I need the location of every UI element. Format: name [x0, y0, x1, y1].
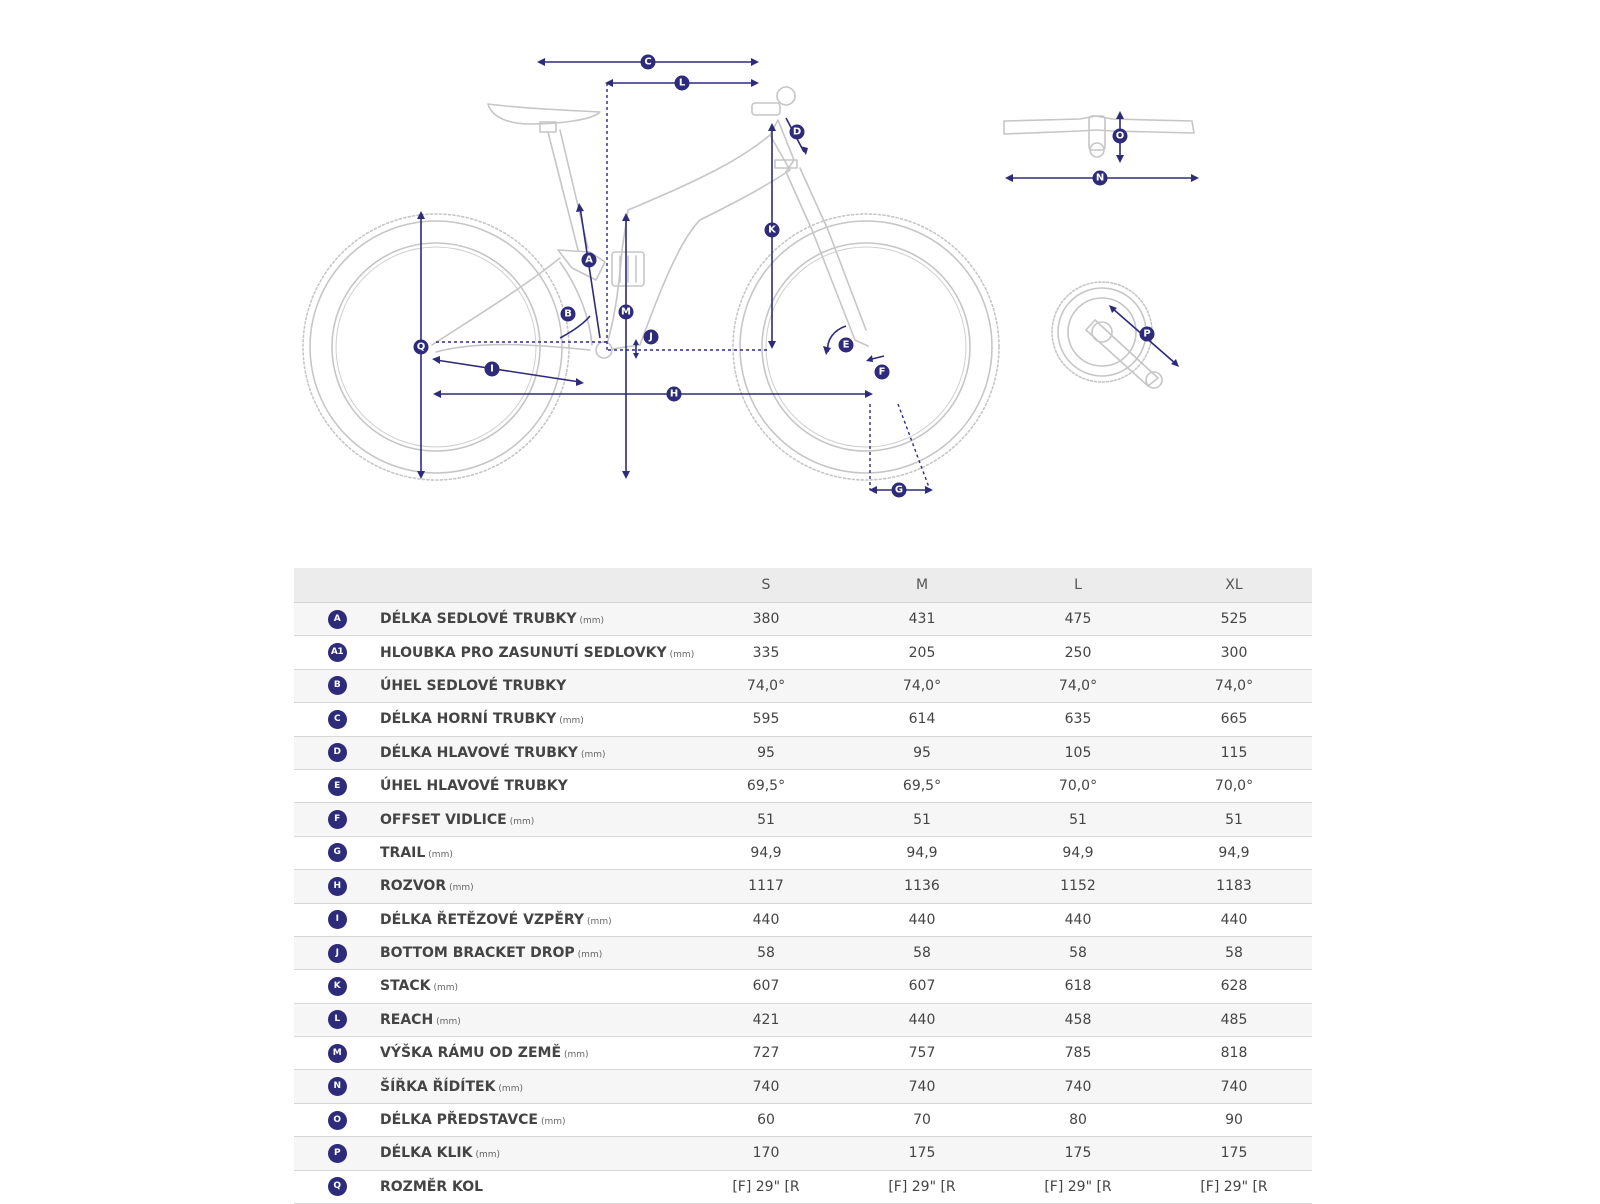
dimension-unit: (mm): [579, 616, 605, 627]
value-cell-l: 785: [1000, 1037, 1156, 1070]
row-label-cell: [380, 769, 688, 802]
value-cell-l: 70,0°: [1000, 769, 1156, 802]
value-cell-xl: 818: [1156, 1037, 1312, 1070]
row-letter-cell: [294, 870, 380, 903]
value-cell-xl: 94,9: [1156, 836, 1312, 869]
value-cell-s: 421: [688, 1003, 844, 1036]
dimension-badge: H: [328, 877, 347, 896]
row-letter-cell: [294, 669, 380, 702]
dimension-unit: (mm): [428, 849, 453, 860]
row-label-cell: [380, 903, 688, 936]
table-row: [294, 1003, 1312, 1036]
value-cell-l: 740: [1000, 1070, 1156, 1103]
marker-f: [875, 365, 890, 380]
marker-m: [619, 305, 634, 320]
row-label-cell: [380, 669, 688, 702]
dimension-label: DÉLKA KLIK: [380, 1145, 473, 1162]
table-body: [294, 603, 1312, 1204]
value-cell-s: [F] 29" [R: [688, 1170, 844, 1203]
dimension-badge: O: [328, 1111, 347, 1130]
row-label-cell: [380, 1037, 688, 1070]
dimension-label: TRAIL: [380, 844, 426, 861]
dimension-label: DÉLKA SEDLOVÉ TRUBKY: [380, 611, 577, 628]
row-letter-cell: [294, 1003, 380, 1036]
dimension-label: ROZVOR: [380, 878, 447, 895]
svg-text:L: L: [678, 77, 686, 89]
dimension-unit: (mm): [436, 1016, 461, 1027]
table-row: [294, 1170, 1312, 1203]
svg-text:G: G: [894, 484, 904, 496]
dimension-badge: E: [328, 777, 347, 796]
value-cell-l: 94,9: [1000, 836, 1156, 869]
dimension-badge: N: [328, 1077, 347, 1096]
table-row: [294, 903, 1312, 936]
value-cell-s: 94,9: [688, 836, 844, 869]
marker-j: [644, 330, 659, 345]
dimension-badge: G: [328, 843, 347, 862]
value-cell-s: 335: [688, 636, 844, 669]
svg-text:B: B: [564, 308, 572, 320]
marker-d: [790, 125, 805, 140]
value-cell-xl: 90: [1156, 1103, 1312, 1136]
row-letter-cell: [294, 803, 380, 836]
value-cell-s: 58: [688, 936, 844, 969]
value-cell-xl: 440: [1156, 903, 1312, 936]
marker-k: [765, 223, 780, 238]
value-cell-l: 250: [1000, 636, 1156, 669]
value-cell-xl: 175: [1156, 1137, 1312, 1170]
row-label-cell: [380, 603, 688, 636]
row-letter-cell: [294, 936, 380, 969]
dimension-badge: J: [328, 944, 347, 963]
value-cell-m: 70: [844, 1103, 1000, 1136]
svg-text:I: I: [490, 363, 494, 375]
table-row: [294, 1103, 1312, 1136]
dimension-unit: (mm): [509, 816, 535, 827]
header-label: [380, 568, 688, 603]
row-letter-cell: [294, 603, 380, 636]
value-cell-l: 175: [1000, 1137, 1156, 1170]
header-size-xl: XL: [1156, 568, 1312, 603]
value-cell-s: 51: [688, 803, 844, 836]
dimension-badge: Q: [328, 1177, 347, 1196]
table-row: [294, 870, 1312, 903]
value-cell-m: 94,9: [844, 836, 1000, 869]
value-cell-xl: 74,0°: [1156, 669, 1312, 702]
marker-g: [892, 483, 907, 498]
value-cell-l: 458: [1000, 1003, 1156, 1036]
rear-wheel: [303, 214, 569, 480]
value-cell-xl: 70,0°: [1156, 769, 1312, 802]
table-row: [294, 1070, 1312, 1103]
dimension-badge: I: [328, 910, 347, 929]
svg-text:Q: Q: [416, 341, 426, 353]
marker-a: [582, 253, 597, 268]
row-letter-cell: [294, 636, 380, 669]
dimension-label: OFFSET VIDLICE: [380, 811, 507, 828]
table-row: [294, 636, 1312, 669]
value-cell-s: 60: [688, 1103, 844, 1136]
row-letter-cell: [294, 769, 380, 802]
bike-illustration: [303, 87, 1194, 480]
dimension-badge: P: [328, 1144, 347, 1163]
value-cell-xl: 665: [1156, 703, 1312, 736]
value-cell-s: 170: [688, 1137, 844, 1170]
dimension-unit: (mm): [580, 749, 606, 760]
row-letter-cell: [294, 903, 380, 936]
dimension-unit: (mm): [559, 716, 584, 727]
svg-text:H: H: [669, 388, 679, 400]
svg-text:N: N: [1095, 172, 1105, 184]
dimension-label: ÚHEL SEDLOVÉ TRUBKY: [380, 677, 567, 694]
dimension-label: DÉLKA ŘETĚZOVÉ VZPĚRY: [380, 911, 585, 928]
row-letter-cell: [294, 1070, 380, 1103]
value-cell-m: 740: [844, 1070, 1000, 1103]
marker-p: [1140, 327, 1155, 342]
value-cell-m: 607: [844, 970, 1000, 1003]
dimension-label: BOTTOM BRACKET DROP: [380, 945, 575, 962]
value-cell-xl: 58: [1156, 936, 1312, 969]
dimension-badge: B: [328, 676, 347, 695]
dimension-label: STACK: [380, 978, 431, 995]
value-cell-xl: 300: [1156, 636, 1312, 669]
value-cell-l: 80: [1000, 1103, 1156, 1136]
geometry-table: [294, 568, 1312, 1204]
dimension-label: DÉLKA HORNÍ TRUBKY: [380, 711, 557, 728]
value-cell-s: 69,5°: [688, 769, 844, 802]
value-cell-xl: 525: [1156, 603, 1312, 636]
value-cell-l: 105: [1000, 736, 1156, 769]
value-cell-xl: 1183: [1156, 870, 1312, 903]
row-label-cell: [380, 636, 695, 669]
value-cell-m: 69,5°: [844, 769, 1000, 802]
table-row: [294, 970, 1312, 1003]
marker-l: [675, 76, 690, 91]
dimension-unit: (mm): [433, 983, 459, 994]
value-cell-l: 635: [1000, 703, 1156, 736]
row-label-cell: [380, 1137, 688, 1170]
value-cell-xl: 485: [1156, 1003, 1312, 1036]
row-letter-cell: [294, 736, 380, 769]
row-label-cell: [380, 870, 688, 903]
table-row: [294, 836, 1312, 869]
value-cell-m: 431: [844, 603, 1000, 636]
marker-n: [1093, 171, 1108, 186]
value-cell-s: 74,0°: [688, 669, 844, 702]
dimension-badge: M: [328, 1044, 347, 1063]
value-cell-l: [F] 29" [R: [1000, 1170, 1156, 1203]
dimension-unit: (mm): [541, 1117, 566, 1128]
value-cell-l: 51: [1000, 803, 1156, 836]
dimension-unit: (mm): [577, 950, 603, 961]
svg-text:D: D: [792, 126, 802, 138]
header-size-s: S: [688, 568, 844, 603]
svg-text:P: P: [1143, 328, 1151, 340]
value-cell-s: 607: [688, 970, 844, 1003]
marker-o: [1113, 129, 1128, 144]
dimension-unit: (mm): [564, 1050, 589, 1061]
dimension-badge: C: [328, 710, 347, 729]
value-cell-l: 58: [1000, 936, 1156, 969]
value-cell-m: 440: [844, 1003, 1000, 1036]
value-cell-m: 440: [844, 903, 1000, 936]
table-header-row: [294, 568, 1312, 603]
row-label-cell: [380, 970, 688, 1003]
dimension-label: DÉLKA HLAVOVÉ TRUBKY: [380, 744, 578, 761]
value-cell-xl: [F] 29" [R: [1156, 1170, 1312, 1203]
dimension-badge: A: [328, 610, 347, 629]
value-cell-xl: 51: [1156, 803, 1312, 836]
marker-i: [485, 362, 500, 377]
dimension-unit: (mm): [587, 916, 612, 927]
row-label-cell: [380, 836, 688, 869]
row-letter-cell: [294, 836, 380, 869]
header-size-m: M: [844, 568, 1000, 603]
dimension-badge: F: [328, 810, 347, 829]
marker-e: [839, 338, 854, 353]
row-label-cell: [380, 1070, 688, 1103]
value-cell-m: 58: [844, 936, 1000, 969]
dimension-unit: (mm): [669, 649, 695, 660]
table-row: [294, 1037, 1312, 1070]
marker-c: [641, 55, 656, 70]
row-label-cell: [380, 1003, 688, 1036]
value-cell-s: 440: [688, 903, 844, 936]
table-row: [294, 736, 1312, 769]
value-cell-m: [F] 29" [R: [844, 1170, 1000, 1203]
svg-text:O: O: [1115, 130, 1125, 142]
dimension-unit: (mm): [475, 1150, 501, 1161]
value-cell-m: 74,0°: [844, 669, 1000, 702]
dimension-badge: D: [328, 743, 347, 762]
value-cell-s: 380: [688, 603, 844, 636]
dimension-unit: (mm): [498, 1083, 523, 1094]
marker-q: [414, 340, 429, 355]
svg-text:K: K: [768, 224, 776, 236]
value-cell-m: 175: [844, 1137, 1000, 1170]
value-cell-s: 95: [688, 736, 844, 769]
dimension-label: REACH: [380, 1011, 434, 1028]
dimension-label: ROZMĚR KOL: [380, 1178, 484, 1195]
table-row: [294, 703, 1312, 736]
value-cell-l: 1152: [1000, 870, 1156, 903]
dimension-label: VÝŠKA RÁMU OD ZEMĚ: [380, 1045, 562, 1062]
table-row: [294, 1137, 1312, 1170]
value-cell-l: 74,0°: [1000, 669, 1156, 702]
row-label-cell: [380, 803, 688, 836]
svg-text:M: M: [621, 306, 631, 318]
value-cell-l: 475: [1000, 603, 1156, 636]
dimension-markers: [414, 55, 1155, 498]
svg-text:E: E: [842, 339, 850, 351]
dimension-label: ŠÍŘKA ŘÍDÍTEK: [380, 1078, 496, 1095]
handlebar-illustration: [1004, 116, 1194, 157]
value-cell-m: 1136: [844, 870, 1000, 903]
row-letter-cell: [294, 1170, 380, 1203]
row-letter-cell: [294, 1137, 380, 1170]
row-label-cell: [380, 936, 688, 969]
value-cell-s: 727: [688, 1037, 844, 1070]
value-cell-xl: 115: [1156, 736, 1312, 769]
row-letter-cell: [294, 703, 380, 736]
svg-text:C: C: [644, 56, 652, 68]
table-row: [294, 803, 1312, 836]
svg-text:A: A: [585, 254, 593, 266]
table-row: [294, 603, 1312, 636]
dimension-unit: (mm): [449, 883, 474, 894]
header-size-l: L: [1000, 568, 1156, 603]
row-label-cell: [380, 1103, 688, 1136]
value-cell-s: 740: [688, 1070, 844, 1103]
value-cell-s: 1117: [688, 870, 844, 903]
dimension-badge: A1: [328, 643, 347, 662]
row-label-cell: [380, 703, 688, 736]
value-cell-m: 614: [844, 703, 1000, 736]
table-row: [294, 669, 1312, 702]
value-cell-m: 757: [844, 1037, 1000, 1070]
dimension-label: ÚHEL HLAVOVÉ TRUBKY: [380, 778, 568, 795]
dimension-label: DÉLKA PŘEDSTAVCE: [380, 1112, 538, 1129]
value-cell-m: 95: [844, 736, 1000, 769]
table-row: [294, 769, 1312, 802]
dimension-badge: K: [328, 977, 347, 996]
row-letter-cell: [294, 970, 380, 1003]
value-cell-xl: 740: [1156, 1070, 1312, 1103]
value-cell-m: 51: [844, 803, 1000, 836]
row-label-cell: [380, 1170, 688, 1203]
svg-text:F: F: [878, 366, 886, 378]
value-cell-xl: 628: [1156, 970, 1312, 1003]
marker-b: [561, 307, 576, 322]
value-cell-l: 440: [1000, 903, 1156, 936]
dimension-badge: L: [328, 1010, 347, 1029]
value-cell-m: 205: [844, 636, 1000, 669]
row-label-cell: [380, 736, 688, 769]
value-cell-l: 618: [1000, 970, 1156, 1003]
svg-text:J: J: [649, 331, 653, 343]
header-blank: [294, 568, 380, 603]
row-letter-cell: [294, 1037, 380, 1070]
dimension-label: HLOUBKA PRO ZASUNUTÍ SEDLOVKY: [380, 644, 667, 661]
table-row: [294, 936, 1312, 969]
row-letter-cell: [294, 1103, 380, 1136]
marker-h: [667, 387, 682, 402]
value-cell-s: 595: [688, 703, 844, 736]
bike-geometry-diagram: [0, 0, 1600, 560]
